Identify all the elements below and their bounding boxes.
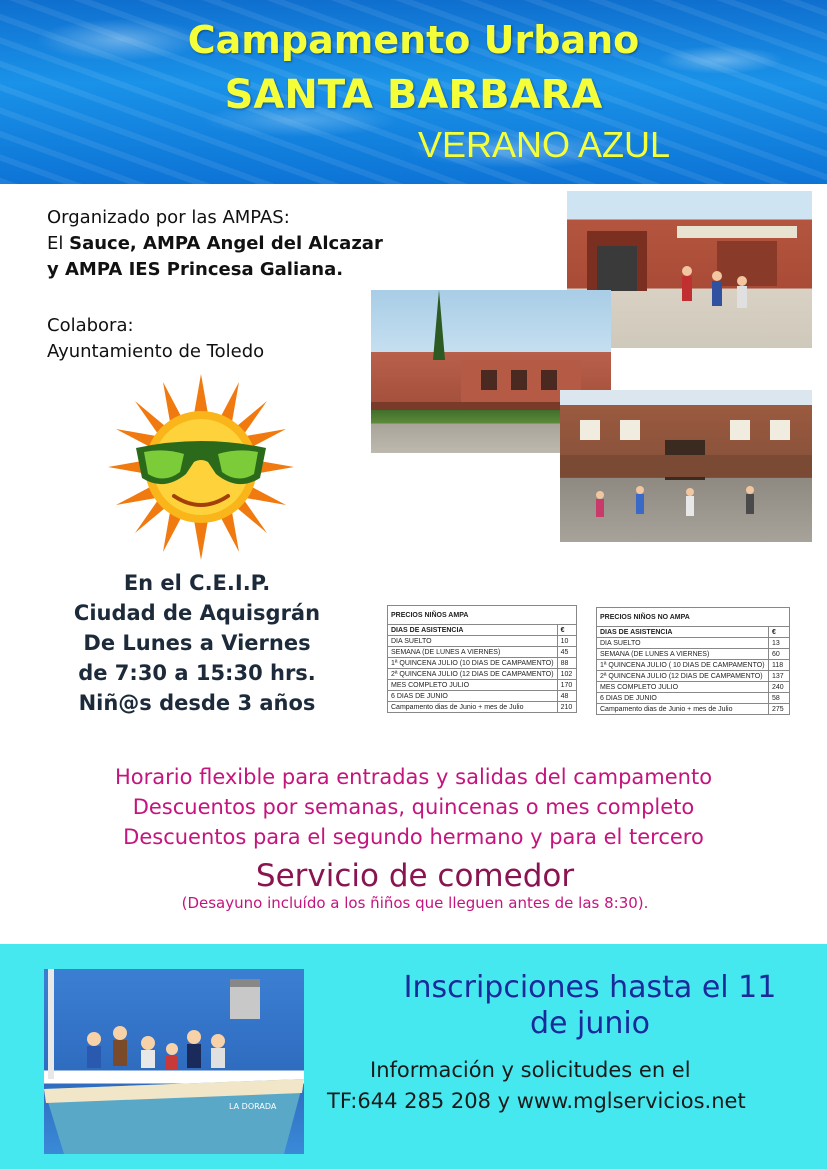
price-table-col2: € xyxy=(769,627,790,638)
info-line: En el C.E.I.P. xyxy=(123,571,271,595)
row-price: 275 xyxy=(769,704,790,715)
info-line: de 7:30 a 15:30 hrs. xyxy=(78,661,316,685)
row-price: 102 xyxy=(557,669,576,680)
organizers-line2-prefix: El xyxy=(47,233,70,254)
info-line: Ciudad de Aquisgrán xyxy=(73,601,321,625)
info-block xyxy=(60,568,334,718)
row-label: 2ª QUINCENA JULIO (12 DIAS DE CAMPAMENTO) xyxy=(388,669,558,680)
info-requests-text: Información y solicitudes en el xyxy=(370,1058,691,1082)
toy-boat-photo xyxy=(44,969,304,1154)
price-table-no-ampa xyxy=(596,607,790,715)
row-price: 170 xyxy=(557,680,576,691)
organizers-line3 xyxy=(47,257,383,283)
row-label: MES COMPLETO JULIO xyxy=(597,682,769,693)
row-price: 45 xyxy=(557,647,576,658)
title-santa-barbara: SANTA BARBARA xyxy=(224,72,603,118)
table-row xyxy=(388,658,577,669)
benefit-sibling-discount: Descuentos para el segundo hermano y para el tercero xyxy=(123,825,704,849)
registration-line2: de junio xyxy=(529,1006,651,1041)
row-price: 118 xyxy=(769,660,790,671)
benefit-discounts: Descuentos por semanas, quincenas o mes completo xyxy=(132,795,695,819)
organizers-line2-bold: Sauce, AMPA Angel del Alcazar xyxy=(69,233,383,254)
schoolyard-photo xyxy=(560,390,812,542)
price-table-title: PRECIOS NIÑOS AMPA xyxy=(388,606,577,625)
organizers-line3-bold: y AMPA IES Princesa Galiana. xyxy=(47,259,344,280)
sun-with-sunglasses-icon xyxy=(108,374,294,560)
row-price: 48 xyxy=(557,691,576,702)
row-label: MES COMPLETO JULIO xyxy=(388,680,558,691)
organizers-intro: Organizado por las AMPAS: xyxy=(47,207,290,228)
row-price: 137 xyxy=(769,671,790,682)
table-row xyxy=(388,702,577,713)
table-row xyxy=(597,649,790,660)
row-label: DIA SUELTO xyxy=(388,636,558,647)
row-price: 240 xyxy=(769,682,790,693)
table-row xyxy=(597,704,790,715)
boat-name: LA DORADA xyxy=(229,1102,277,1111)
table-row xyxy=(597,638,790,649)
row-label: 6 DIAS DE JUNIO xyxy=(597,693,769,704)
info-line: Niñ@s desde 3 años xyxy=(78,691,316,715)
row-label: 1ª QUINCENA JULIO ( 10 DIAS DE CAMPAMENTO) xyxy=(597,660,769,671)
row-price: 88 xyxy=(557,658,576,669)
registration-line1: Inscripciones hasta el 11 xyxy=(403,970,777,1005)
organizers-block xyxy=(47,205,383,283)
price-table-col2: € xyxy=(557,625,576,636)
dining-service-title: Servicio de comedor xyxy=(255,858,575,894)
header-banner xyxy=(0,0,827,184)
row-label: SEMANA (DE LUNES A VIERNES) xyxy=(597,649,769,660)
price-table-col1: DIAS DE ASISTENCIA xyxy=(597,627,769,638)
contact-phone-web: TF:644 285 208 y www.mglservicios.net xyxy=(327,1089,746,1113)
table-row xyxy=(388,669,577,680)
table-row xyxy=(388,647,577,658)
organizers-line2 xyxy=(47,231,383,257)
benefit-flexible-hours: Horario flexible para entradas y salidas del campamento xyxy=(114,765,713,789)
table-row xyxy=(388,691,577,702)
breakfast-note: (Desayuno incluído a los ñiños que lleguen antes de las 8:30). xyxy=(181,894,649,912)
row-label: SEMANA (DE LUNES A VIERNES) xyxy=(388,647,558,658)
info-line: De Lunes a Viernes xyxy=(83,631,311,655)
row-price: 60 xyxy=(769,649,790,660)
price-table-col1: DIAS DE ASISTENCIA xyxy=(388,625,558,636)
row-label: 2ª QUINCENA JULIO (12 DIAS DE CAMPAMENTO) xyxy=(597,671,769,682)
table-row xyxy=(388,680,577,691)
row-label: 1ª QUINCENA JULIO (10 DIAS DE CAMPAMENTO) xyxy=(388,658,558,669)
row-label: Campamento dias de Junio + mes de Julio xyxy=(597,704,769,715)
price-table-title: PRECIOS NIÑOS NO AMPA xyxy=(597,608,790,627)
row-price: 58 xyxy=(769,693,790,704)
table-row xyxy=(388,636,577,647)
table-row xyxy=(597,671,790,682)
table-row xyxy=(597,660,790,671)
registration-deadline xyxy=(380,970,800,1042)
row-label: Campamento dias de Junio + mes de Julio xyxy=(388,702,558,713)
row-price: 210 xyxy=(557,702,576,713)
row-label: 6 DIAS DE JUNIO xyxy=(388,691,558,702)
table-row xyxy=(597,693,790,704)
row-price: 13 xyxy=(769,638,790,649)
row-label: DIA SUELTO xyxy=(597,638,769,649)
title-verano-azul: VERANO AZUL xyxy=(418,124,671,165)
price-table-ampa xyxy=(387,605,577,713)
collaborator-name: Ayuntamiento de Toledo xyxy=(47,341,265,362)
collaborator-block xyxy=(47,313,264,365)
table-row xyxy=(597,682,790,693)
row-price: 10 xyxy=(557,636,576,647)
collaborator-label: Colabora: xyxy=(47,315,134,336)
title-campamento: Campamento Urbano xyxy=(187,18,640,62)
